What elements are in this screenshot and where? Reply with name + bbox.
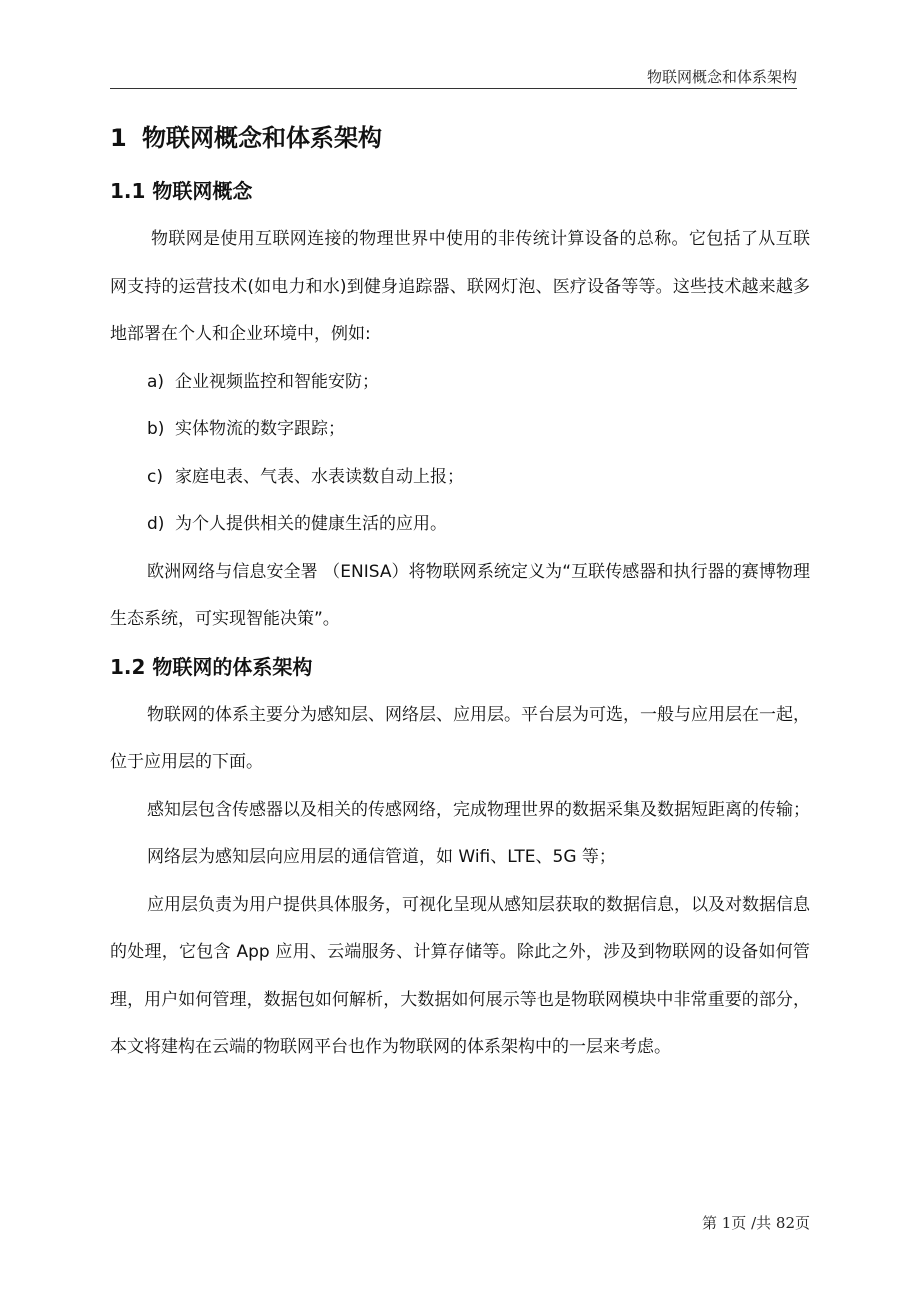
section-heading-1-1: 1.1 物联网概念 bbox=[110, 179, 253, 203]
list-item-text: 实体物流的数字跟踪； bbox=[175, 419, 345, 439]
list-item bbox=[110, 359, 810, 407]
chapter-title-text: 物联网概念和体系架构 bbox=[142, 124, 382, 152]
header-rule bbox=[110, 88, 797, 89]
list-item bbox=[110, 454, 810, 502]
list-item-text: 为个人提供相关的健康生活的应用。 bbox=[175, 514, 447, 534]
network-layer-paragraph: 网络层为感知层向应用层的通信管道，如 Wifi、LTE、5G 等； bbox=[147, 847, 616, 867]
chapter-number: 1 bbox=[110, 124, 127, 152]
perception-layer-paragraph: 感知层包含传感器以及相关的传感网络，完成物理世界的数据采集及数据短距离的传输； bbox=[147, 799, 810, 820]
section-heading-1-2: 1.2 物联网的体系架构 bbox=[110, 654, 313, 679]
enisa-paragraph: 欧洲网络与信息安全署 （ENISA）将物联网系统定义为“互联传感器和执行器的赛博物理生态系统，可实现智能决策”。 bbox=[110, 561, 810, 629]
list-item-label: c) bbox=[147, 466, 163, 487]
page-footer: 第 1页 /共 82页 bbox=[702, 1214, 810, 1232]
list-item bbox=[110, 501, 810, 549]
architecture-paragraph: 物联网的体系主要分为感知层、网络层、应用层。平台层为可选，一般与应用层在一起，位于应用层的下面。 bbox=[110, 704, 810, 772]
running-header: 物联网概念和体系架构 bbox=[646, 68, 797, 86]
document-body bbox=[110, 118, 810, 1072]
list-item bbox=[110, 406, 810, 454]
list-item-label: b) bbox=[147, 419, 165, 439]
list-item-text: 家庭电表、气表、水表读数自动上报； bbox=[175, 466, 464, 487]
intro-paragraph: 物联网是使用互联网连接的物理世界中使用的非传统计算设备的总称。它包括了从互联网支持的运营技术(如电力和水)到健身追踪器、联网灯泡、医疗设备等等。这些技术越来越多地部署在个人和企业环境中，例如: bbox=[110, 229, 810, 344]
list-item-label: a) bbox=[147, 371, 165, 392]
application-layer-paragraph: 应用层负责为用户提供具体服务，可视化呈现从感知层获取的数据信息，以及对数据信息的处理，它包含 App 应用、云端服务、计算存储等。除此之外，涉及到物联网的设备如何管理，用户如何管理，数据包如何解析，大数据如何展示等也是物联网模块中非常重要的部分，本文将建构在云端的物联网平台也作为物联网的体系架构中的一层来考虑。 bbox=[110, 894, 810, 1057]
list-item-text: 企业视频监控和智能安防； bbox=[175, 371, 379, 392]
chapter-title bbox=[110, 118, 810, 158]
list-item-label: d) bbox=[147, 514, 165, 534]
